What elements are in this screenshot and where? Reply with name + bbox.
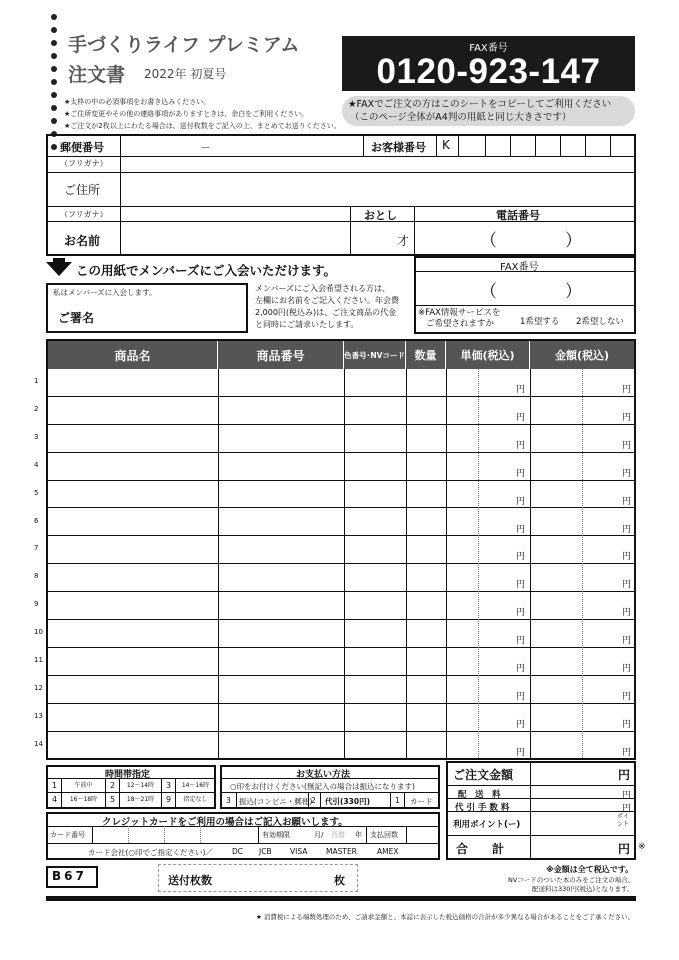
delivery-time-cell: 指定なし	[176, 793, 216, 807]
member-desc-3: 2,000円(税込み)は、ご注文商品の代金	[255, 308, 397, 317]
fax-copy-note	[342, 96, 635, 126]
card-company-label: カード会社(○印でご指定ください)／	[88, 848, 213, 857]
delivery-time-cell[interactable]: 4	[48, 793, 62, 807]
row-number: 10	[34, 628, 43, 637]
row-number: 1	[34, 377, 39, 385]
header-product-number: 商品番号	[218, 341, 344, 369]
unit-price-yen: 円	[516, 552, 526, 563]
form-title: 注文書	[68, 64, 126, 86]
points-unit-1: ポイ	[617, 813, 630, 820]
instruction-notes	[64, 96, 341, 132]
row-number: 13	[34, 711, 43, 720]
unit-price-yen: 円	[516, 412, 526, 423]
points-unit-2: ント	[617, 821, 630, 828]
payment-transfer[interactable]: 振込(コンビニ・郵便)	[239, 797, 313, 806]
unit-price-yen: 円	[516, 496, 526, 507]
unit-price-yen: 円	[516, 385, 526, 395]
brand-master[interactable]: MASTER	[326, 847, 357, 856]
unit-price-yen: 円	[516, 664, 526, 674]
fax-service-1: ※FAX情報サービスを	[418, 308, 501, 318]
expiry-month: 月/	[314, 831, 324, 839]
expiry-year: 年	[355, 831, 362, 839]
amount-yen: 円	[622, 664, 632, 674]
row-number: 6	[34, 516, 39, 525]
delivery-time-cell[interactable]: 9	[162, 793, 176, 807]
installments-label: 支払回数	[370, 831, 398, 839]
delivery-time-cell[interactable]: 5	[106, 793, 120, 807]
row-number: 11	[34, 656, 43, 664]
note-2: ★ご住所変更やその他の連絡事項がありますときは、余白をご利用ください。	[64, 110, 309, 118]
row-number: 7	[34, 544, 39, 553]
fax-number-box	[342, 36, 635, 91]
grand-total-yen: 円	[618, 842, 631, 856]
unit-price-yen: 円	[516, 747, 526, 758]
phone-parens: （ ）	[480, 231, 582, 251]
postal-code-label: 郵便番号	[60, 141, 104, 154]
nv-note-2: 配送料は330円(税込)となります。	[532, 885, 634, 893]
unit-price-yen: 円	[516, 524, 526, 535]
fax-note-2: （このページ全体がA4判の用紙と同じ大きさです）	[350, 112, 572, 123]
delivery-time-cell: 12〜14時	[120, 779, 162, 793]
row-number: 14	[34, 739, 43, 748]
row-number: 5	[34, 488, 39, 497]
fax-number-label: FAX番号	[500, 262, 539, 273]
amount-yen: 円	[622, 552, 632, 563]
row-number: 8	[34, 572, 39, 581]
points-unit	[617, 813, 629, 829]
postal-dash: －	[200, 141, 211, 154]
amount-yen: 円	[622, 747, 632, 758]
fax-service-no[interactable]: 2希望しない	[576, 317, 624, 327]
payment-option-2[interactable]: 2	[311, 796, 316, 805]
catalog-code: B67	[52, 869, 87, 883]
row-number: 9	[34, 600, 39, 609]
fax-parens: （ ）	[480, 282, 582, 302]
expiry-era: 西暦	[331, 831, 345, 839]
fax-service-yes[interactable]: 1希望する	[520, 317, 560, 327]
address-label: ご住所	[64, 183, 101, 197]
season-label: 2022年 初夏号	[144, 67, 227, 81]
expiry-label: 有効期限	[262, 831, 290, 839]
payment-card[interactable]: カード	[410, 797, 433, 806]
name-label: お名前	[64, 234, 101, 248]
member-desc-1: メンバーズにご入会希望される方は、	[255, 284, 391, 293]
card-number-label: カード番号	[50, 831, 85, 839]
age-label: おとし	[364, 209, 397, 222]
unit-price-yen: 円	[516, 719, 526, 730]
note-3: ★ご注文が2枚以上にわたる場合は、送付枚数をご記入の上、まとめてお送りください。	[64, 122, 341, 130]
delivery-time-cell: 18〜21時	[120, 793, 162, 807]
catalog-title: 手づくりライフ プレミアム	[68, 34, 300, 56]
signature-label: ご署名	[58, 311, 95, 325]
header-product-name: 商品名	[48, 341, 218, 369]
member-desc-4: と同時にご請求いたします。	[255, 320, 359, 329]
arrow-down-icon	[46, 262, 72, 276]
grand-total-note-mark: ※	[638, 842, 646, 852]
cod-fee-label: 代 引 手 数 料	[455, 803, 510, 813]
amount-yen: 円	[622, 385, 632, 395]
amount-yen: 円	[622, 524, 632, 535]
nv-note-1: NVコードのついた本のみをご注文の場合、	[508, 876, 635, 884]
total-yen: 円	[618, 768, 631, 782]
phone-label: 電話番号	[496, 209, 540, 222]
shipping-label: 配 送 料	[458, 790, 501, 800]
brand-jcb[interactable]: JCB	[259, 847, 272, 856]
header-color-code: 色番号･NVコード	[344, 341, 406, 369]
delivery-time-cell: 16〜18時	[62, 793, 106, 807]
amount-yen: 円	[622, 468, 632, 479]
delivery-time-cell[interactable]: 3	[162, 779, 176, 793]
amount-yen: 円	[622, 608, 632, 619]
unit-price-yen: 円	[516, 691, 526, 702]
unit-price-yen: 円	[516, 636, 526, 647]
amount-yen: 円	[622, 440, 632, 451]
cod-yen: 円	[622, 804, 632, 814]
tax-note: ※金額は全て税込です。	[546, 865, 634, 874]
amount-yen: 円	[622, 496, 632, 507]
sheet-count-unit: 枚	[334, 874, 345, 887]
amount-yen: 円	[622, 719, 632, 730]
payment-instruction: ○印をお付けください(無記入の場合は振込になります)	[230, 782, 415, 791]
payment-title: お支払い方法	[296, 770, 351, 780]
amount-yen: 円	[622, 691, 632, 702]
points-label: 利用ポイント(ー)	[453, 820, 521, 830]
note-1: ★太枠の中の必須事項をお書き込みください。	[64, 98, 211, 106]
fax-service-2: ご希望されますか	[426, 319, 495, 329]
delivery-time-cell: 午前中	[62, 779, 106, 793]
fax-note-1: ★FAXでご注文の方はこのシートをコピーしてご利用ください	[348, 99, 612, 110]
rounding-disclaimer: ★ 消費税による端数処理のため、ご請求金額と、本誌に表示した税込価格の合計が多少異なる場合があることをご了承ください。	[256, 913, 635, 921]
member-description	[255, 283, 399, 331]
unit-price-yen: 円	[516, 608, 526, 619]
delivery-time-cell[interactable]: 1	[48, 779, 62, 793]
amount-yen: 円	[622, 412, 632, 423]
delivery-time-cell: 14〜16時	[176, 779, 216, 793]
delivery-time-title: 時間帯指定	[105, 770, 151, 780]
row-number: 3	[34, 432, 39, 441]
member-desc-2: 左欄にお名前をご記入ください。年会費	[255, 296, 399, 305]
furigana-label: （フリガナ）	[60, 159, 108, 168]
credit-title: クレジットカードをご利用の場合はご記入お願いします。	[102, 817, 348, 828]
brand-amex[interactable]: AMEX	[377, 847, 399, 856]
amount-yen: 円	[622, 636, 632, 647]
member-heading: この用紙でメンバーズにご入会いただけます。	[76, 263, 337, 278]
fax-label: FAX番号	[469, 43, 508, 54]
delivery-time-cell[interactable]: 2	[106, 779, 120, 793]
customer-number-label: お客様番号	[371, 141, 426, 154]
name-furigana-label: （フリガナ）	[60, 210, 108, 219]
unit-price-yen: 円	[516, 468, 526, 479]
header-amount: 金額(税込)	[530, 341, 634, 369]
unit-price-yen: 円	[516, 440, 526, 451]
order-total-label: ご注文金額	[453, 768, 514, 782]
age-unit: 才	[397, 234, 410, 248]
footer-rule	[46, 896, 636, 901]
row-number: 12	[34, 683, 43, 692]
row-number: 2	[34, 404, 39, 413]
shipping-yen: 円	[622, 791, 632, 801]
customer-number-prefix: K	[442, 138, 450, 152]
header-quantity: 数量	[406, 341, 446, 369]
header-unit-price: 単価(税込)	[446, 341, 530, 369]
payment-option-1[interactable]: 1	[395, 796, 400, 805]
unit-price-yen: 円	[516, 580, 526, 591]
member-join-text: 私はメンバーズに入会します。	[53, 288, 157, 297]
payment-option-3[interactable]: 3	[226, 796, 231, 805]
amount-yen: 円	[622, 580, 632, 591]
fax-number: 0120-923-147	[376, 52, 601, 91]
row-number: 4	[34, 460, 39, 469]
payment-cod[interactable]: 代引(330円)	[325, 797, 371, 806]
sheet-count-label: 送付枚数	[168, 874, 212, 887]
grand-total-label: 合 計	[456, 842, 505, 856]
fax-service-question	[418, 308, 500, 330]
items-table-border	[46, 339, 636, 760]
brand-dc[interactable]: DC	[232, 847, 244, 856]
brand-visa[interactable]: VISA	[290, 847, 308, 856]
